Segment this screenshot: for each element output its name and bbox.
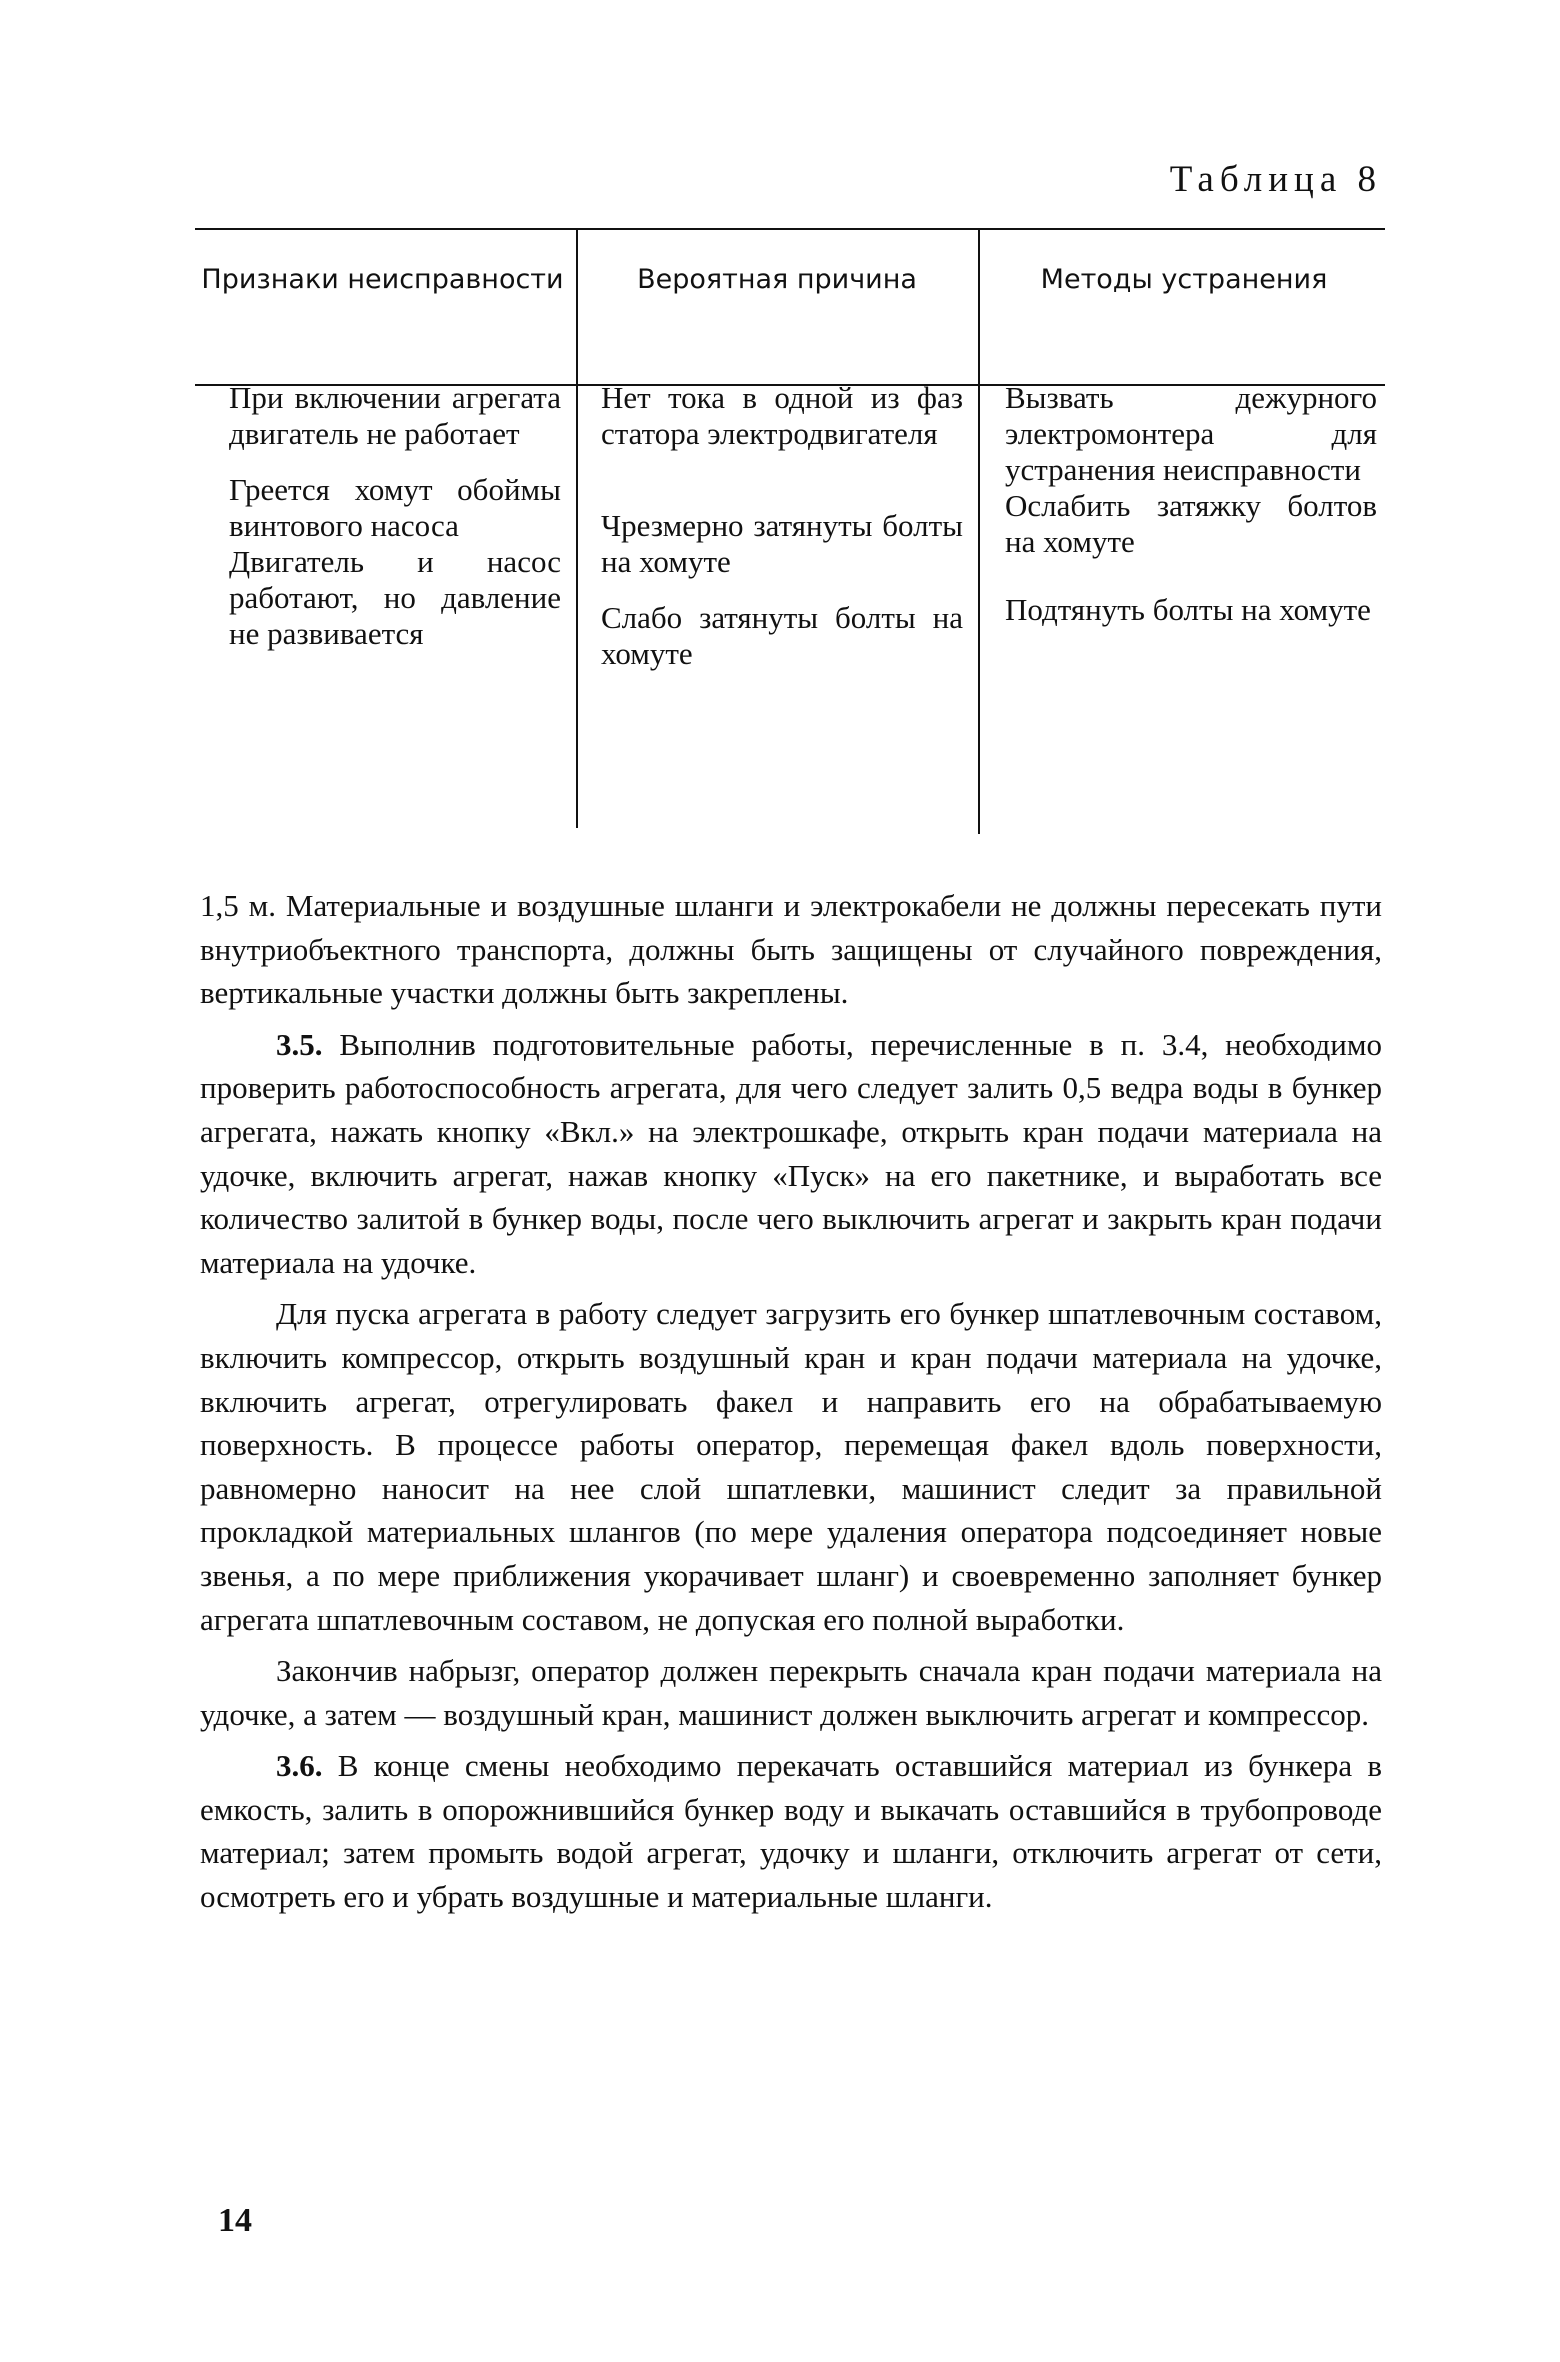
- table-top-rule: [195, 228, 1385, 230]
- table-column-divider: [576, 228, 578, 828]
- paragraph-text: Выполнив подготовительные работы, перечисленные в п. 3.4, необходимо проверить работоспособность агрегата, для чего следует залить 0,5 ведра воды в бункер агрегата, нажать кнопку «Вкл.» на электрошкафе, открыть кран подачи материала на удочке, включить агрегат, нажав кнопку «Пуск» на его пакетнике, и выработать все количество залитой в бункер воды, после чего выключить агрегат и закрыть кран подачи материала на удочке.: [200, 1026, 1383, 1280]
- section-number: 3.6.: [276, 1748, 323, 1784]
- header-symptom: Признаки неисправности: [201, 264, 564, 295]
- troubleshooting-table: [195, 228, 1385, 838]
- cause-column: [601, 380, 963, 672]
- paragraph-3-5: [200, 1023, 1382, 1285]
- paragraph: Для пуска агрегата в работу следует загрузить его бункер шпатлевочным составом, включить компрессор, открыть воздушный кран и кран подачи материала на удочке, включить агрегат, отрегулировать факел и направить его на обрабатываемую поверхность. В процессе работы оператор, перемещая факел вдоль поверхности, равномерно наносит на нее слой шпатлевки, машинист следит за правильной прокладкой материальных шлангов (по мере удаления оператора подсоединяет новые звенья, а по мере приближения укорачивает шланг) и своевременно заполняет бункер агрегата шпатлевочным составом, не допуская его полной выработки.: [200, 1296, 1382, 1637]
- paragraph: Закончив набрызг, оператор должен перекрыть сначала кран подачи материала на удочке, а затем — воздушный кран, машинист должен выключить агрегат и компрессор.: [200, 1653, 1382, 1732]
- table-caption: Таблица 8: [1169, 159, 1382, 200]
- header-cause: Вероятная причина: [637, 264, 917, 295]
- table-cell-symptom: Двигатель и насос работают, но давление не развивается: [229, 544, 561, 651]
- paragraph-text: В конце смены необходимо перекачать оставшийся материал из бункера в емкость, залить в опорожнившийся бункер воду и выкачать оставшийся в трубопроводе материал; затем промыть водой агрегат, удочку и шланги, отключить агрегат от сети, осмотреть его и убрать воздушные и материальные шланги.: [200, 1748, 1382, 1915]
- table-cell-remedy: Ослабить затяжку болтов на хомуте: [1005, 488, 1377, 559]
- paragraph: 1,5 м. Материальные и воздушные шланги и электрокабели не должны пересекать пути внутриобъектного транспорта, должны быть защищены от случайного повреждения, вертикальные участки должны быть закреплены.: [200, 888, 1382, 1011]
- page-number: 14: [218, 2202, 252, 2239]
- table-cell-cause: Чрезмерно затянуты болты на хомуте: [601, 508, 963, 579]
- symptom-column: [229, 380, 561, 652]
- header-remedy: Методы устранения: [1040, 264, 1328, 295]
- paragraph-3-6: [200, 1744, 1382, 1918]
- table-cell-remedy: Подтянуть болты на хомуте: [1005, 592, 1371, 627]
- table-cell-cause: Нет тока в одной из фаз статора электродвигателя: [601, 380, 963, 451]
- body-text: [200, 884, 1382, 1919]
- table-cell-cause: Слабо затянуты болты на хомуте: [601, 600, 963, 671]
- table-column-divider: [978, 228, 980, 834]
- table-cell-symptom: При включении агрегата двигатель не работает: [229, 380, 561, 451]
- table-cell-remedy: Вызвать дежурного электромонтера для устранения неисправности: [1005, 380, 1377, 487]
- remedy-column: [1005, 380, 1377, 628]
- table-cell-symptom: Греется хомут обоймы винтового насоса: [229, 472, 561, 543]
- section-number: 3.5.: [276, 1026, 323, 1062]
